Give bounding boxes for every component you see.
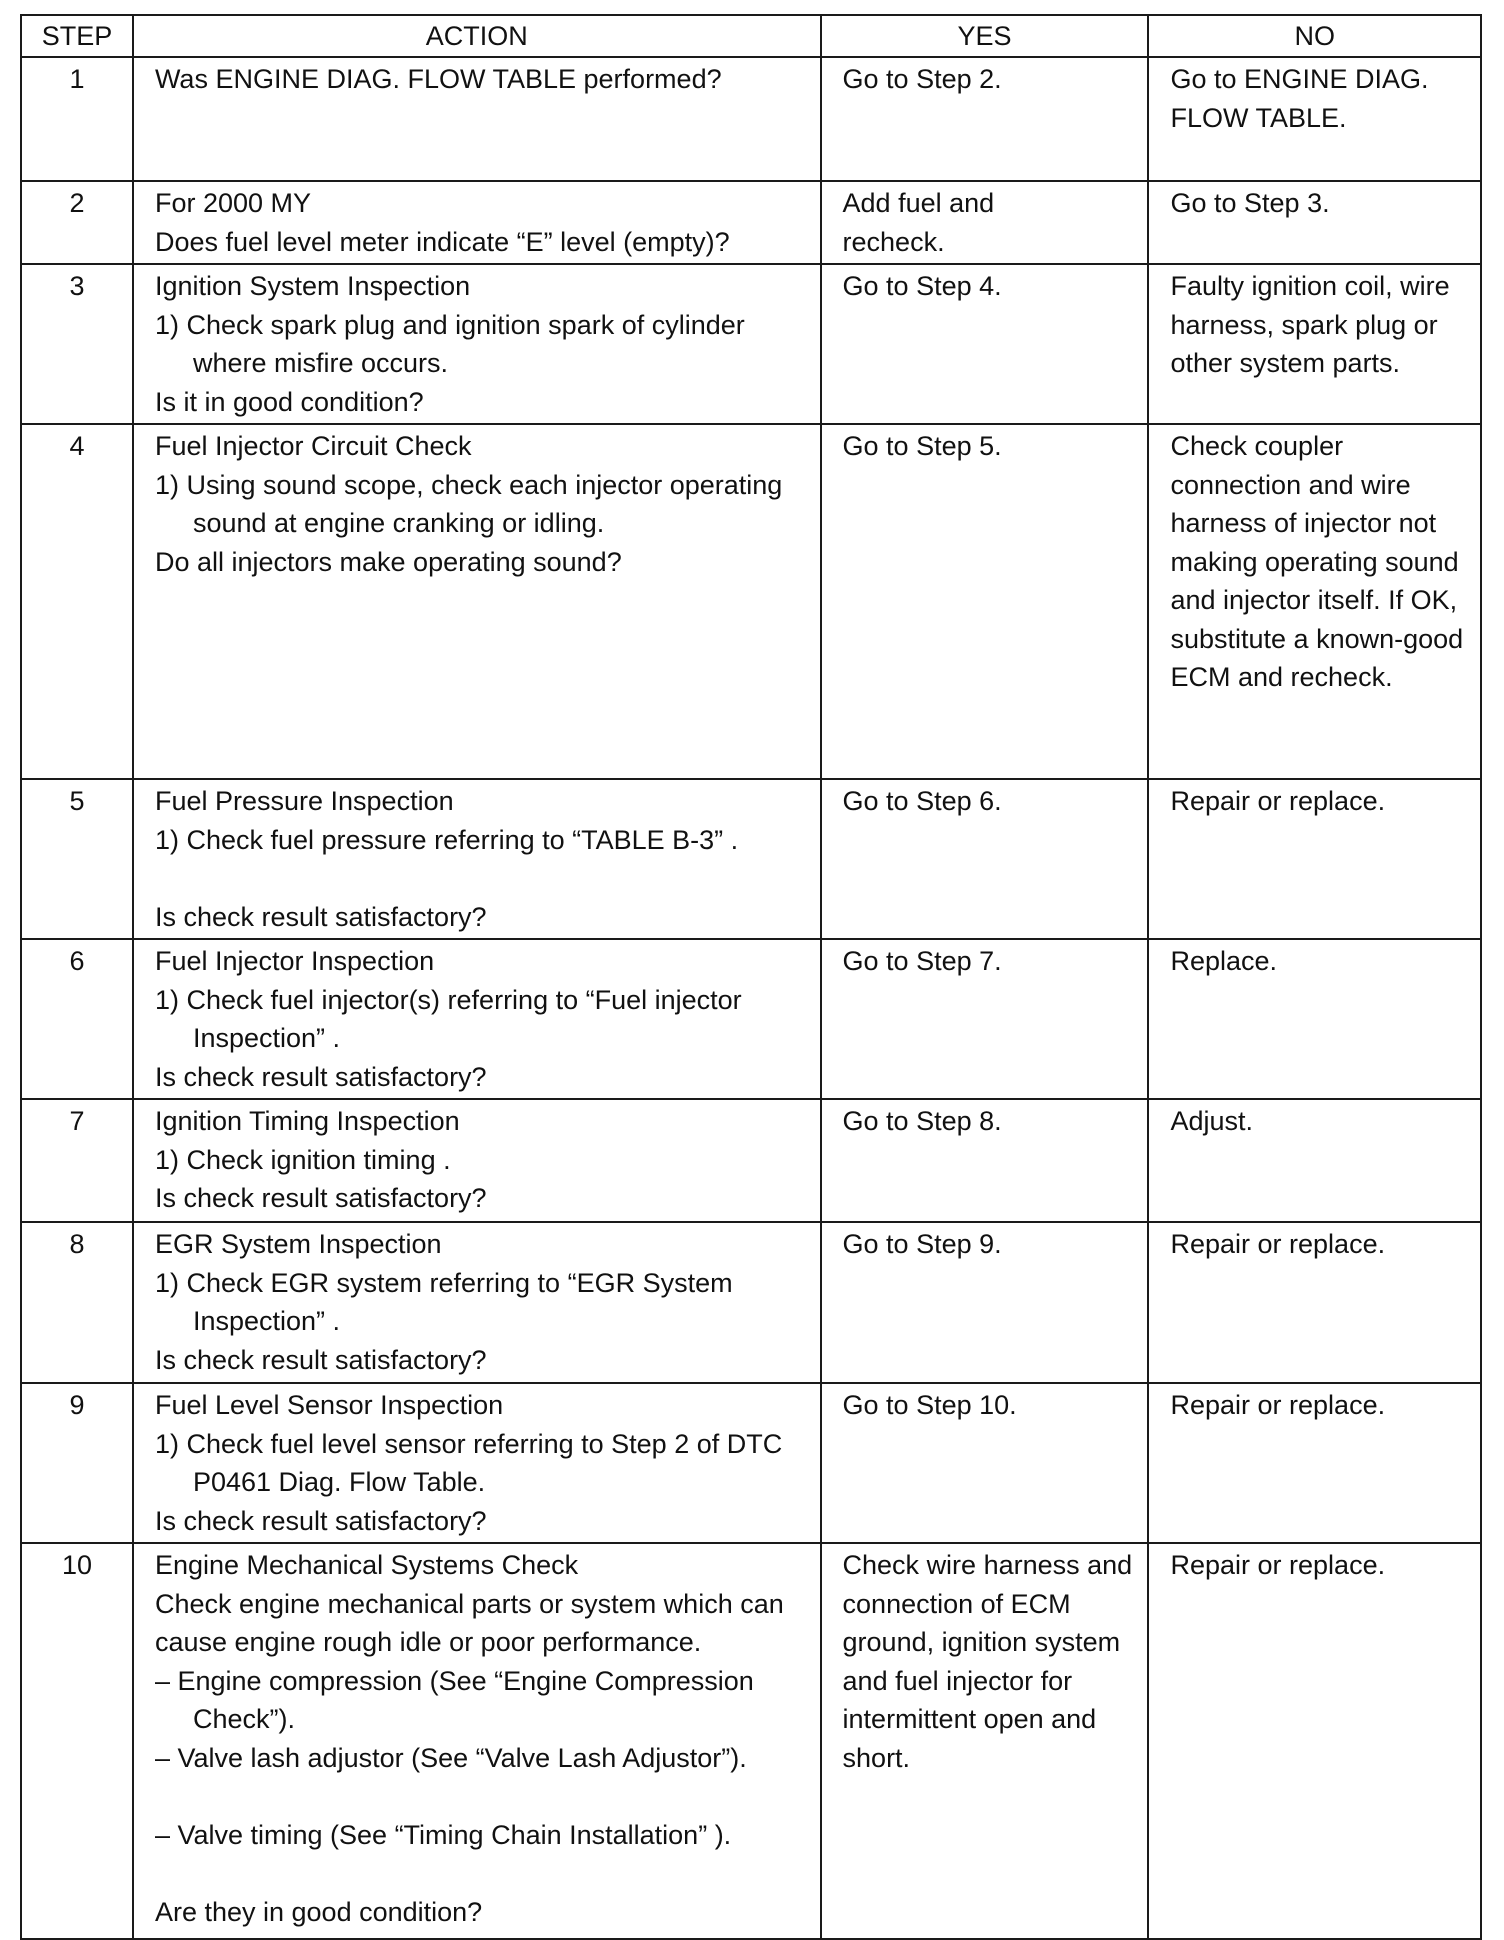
table-row xyxy=(21,939,1481,1099)
yes-cell: Go to Step 7. xyxy=(821,939,1149,1099)
action-question: Is check result satisfactory? xyxy=(154,1505,487,1536)
action-title: Engine Mechanical Systems Check xyxy=(154,1550,579,1580)
spacer xyxy=(155,1777,812,1816)
no-cell: Faulty ignition coil, wire harness, spark plug or other system parts. xyxy=(1148,264,1481,424)
table-row xyxy=(21,181,1481,264)
table-row xyxy=(21,1543,1481,1939)
action-cell xyxy=(133,424,821,779)
step-number: 3 xyxy=(21,264,133,424)
action-cell xyxy=(133,1383,821,1543)
action-title: Ignition System Inspection xyxy=(154,271,471,301)
table-row xyxy=(21,424,1481,779)
yes-cell: Go to Step 10. xyxy=(821,1383,1149,1543)
yes-cell: Go to Step 6. xyxy=(821,779,1149,939)
action-body: Check engine mechanical parts or system which can cause engine rough idle or poor performance. xyxy=(154,1588,792,1657)
check-item: – Engine compression (See “Engine Compression Check”). xyxy=(154,1665,754,1734)
action-cell xyxy=(133,779,821,939)
step-number: 10 xyxy=(21,1543,133,1939)
table-row xyxy=(21,264,1481,424)
spacer xyxy=(155,1854,812,1893)
action-cell xyxy=(133,1099,821,1222)
action-step-item: 1) Check spark plug and ignition spark of cylinder where misfire occurs. xyxy=(154,309,745,378)
check-item: – Valve timing (See “Timing Chain Installation” ). xyxy=(154,1819,732,1850)
step-number: 6 xyxy=(21,939,133,1099)
action-step-item: 1) Check fuel level sensor referring to Step 2 of DTC P0461 Diag. Flow Table. xyxy=(154,1428,783,1497)
action-title: For 2000 MY xyxy=(154,188,312,218)
table-row xyxy=(21,57,1481,181)
action-question: Is check result satisfactory? xyxy=(154,901,487,932)
yes-cell: Go to Step 5. xyxy=(821,424,1149,779)
step-number: 2 xyxy=(21,181,133,264)
action-cell xyxy=(133,1222,821,1383)
no-cell: Go to ENGINE DIAG. FLOW TABLE. xyxy=(1148,57,1481,181)
action-title: Fuel Level Sensor Inspection xyxy=(154,1390,504,1420)
step-number: 1 xyxy=(21,57,133,181)
no-cell: Repair or replace. xyxy=(1148,779,1481,939)
no-cell: Adjust. xyxy=(1148,1099,1481,1222)
action-step-item: 1) Check ignition timing . xyxy=(154,1144,451,1175)
yes-cell: Check wire harness and connection of ECM ground, ignition system and fuel injector for intermittent open and short. xyxy=(821,1543,1149,1939)
header-yes: YES xyxy=(821,15,1149,57)
step-number: 8 xyxy=(21,1222,133,1383)
check-item: – Valve lash adjustor (See “Valve Lash Adjustor”). xyxy=(154,1742,747,1773)
yes-cell: Go to Step 4. xyxy=(821,264,1149,424)
action-cell xyxy=(133,939,821,1099)
no-cell: Repair or replace. xyxy=(1148,1383,1481,1543)
action-question: Are they in good condition? xyxy=(154,1896,483,1927)
no-cell: Repair or replace. xyxy=(1148,1222,1481,1383)
no-cell: Go to Step 3. xyxy=(1148,181,1481,264)
action-step-item: 1) Check EGR system referring to “EGR System Inspection” . xyxy=(154,1267,733,1336)
table-row xyxy=(21,779,1481,939)
table-row xyxy=(21,1099,1481,1222)
spacer xyxy=(155,859,812,898)
action-step-item: 1) Check fuel injector(s) referring to “Fuel injector Inspection” . xyxy=(154,984,742,1053)
action-step-item: 1) Using sound scope, check each injector operating sound at engine cranking or idling. xyxy=(154,469,783,538)
header-no: NO xyxy=(1148,15,1481,57)
header-action: ACTION xyxy=(133,15,821,57)
action-title: EGR System Inspection xyxy=(154,1229,442,1259)
action-title: Fuel Injector Circuit Check xyxy=(154,431,472,461)
table-row xyxy=(21,1222,1481,1383)
header-step: STEP xyxy=(21,15,133,57)
action-title: Fuel Injector Inspection xyxy=(154,946,435,976)
action-title: Was ENGINE DIAG. FLOW TABLE performed? xyxy=(154,64,722,94)
action-title: Fuel Pressure Inspection xyxy=(154,786,454,816)
action-step-item: 1) Check fuel pressure referring to “TABLE B-3” . xyxy=(154,824,739,855)
yes-cell: Go to Step 9. xyxy=(821,1222,1149,1383)
action-question: Is check result satisfactory? xyxy=(154,1061,487,1092)
table-row xyxy=(21,1383,1481,1543)
action-question: Is it in good condition? xyxy=(154,386,424,417)
no-cell: Repair or replace. xyxy=(1148,1543,1481,1939)
step-number: 5 xyxy=(21,779,133,939)
yes-cell: Go to Step 2. xyxy=(821,57,1149,181)
step-number: 7 xyxy=(21,1099,133,1222)
step-number: 4 xyxy=(21,424,133,779)
action-question: Is check result satisfactory? xyxy=(154,1344,487,1375)
action-title: Ignition Timing Inspection xyxy=(154,1106,460,1136)
action-cell xyxy=(133,181,821,264)
action-cell xyxy=(133,1543,821,1939)
action-question: Do all injectors make operating sound? xyxy=(154,546,622,577)
yes-cell: Add fuel and recheck. xyxy=(821,181,1149,264)
no-cell: Replace. xyxy=(1148,939,1481,1099)
yes-cell: Go to Step 8. xyxy=(821,1099,1149,1222)
action-question: Is check result satisfactory? xyxy=(154,1183,487,1213)
action-question: Does fuel level meter indicate “E” level (empty)? xyxy=(154,226,730,257)
no-cell: Check coupler connection and wire harness of injector not making operating sound and injector itself. If OK, substitute a known-good ECM and recheck. xyxy=(1148,424,1481,779)
step-number: 9 xyxy=(21,1383,133,1543)
action-cell xyxy=(133,57,821,181)
action-cell xyxy=(133,264,821,424)
table-header-row xyxy=(21,15,1481,57)
diagnostic-flow-table xyxy=(20,14,1482,1940)
